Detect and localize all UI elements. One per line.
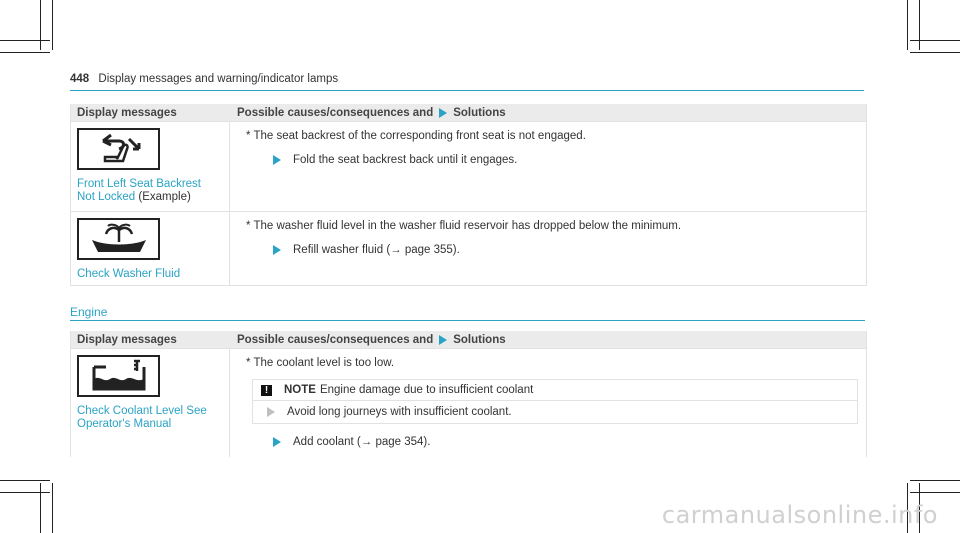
solution-text: Add coolant (→ page 354). (293, 436, 431, 448)
causes-cell (230, 349, 866, 457)
message-text-line1: Front Left Seat Backrest (77, 178, 202, 190)
col-causes-solutions (225, 107, 866, 119)
display-messages-table (70, 104, 867, 286)
note-title: NOTE (284, 384, 316, 396)
solution-arrow-icon (273, 437, 281, 447)
display-cell (71, 212, 230, 285)
crop-mark (52, 483, 53, 533)
cause-text: * The coolant level is too low. (246, 357, 395, 369)
cause-text: * The seat backrest of the corresponding front seat is not engaged. (246, 130, 586, 142)
solution-arrow-icon (439, 108, 447, 118)
watermark: carmanualsonline.info (661, 501, 938, 529)
crop-mark (910, 40, 960, 41)
coolant-level-icon (77, 355, 160, 397)
message-text-line1: Check Washer Fluid (77, 268, 181, 280)
seat-backrest-icon (77, 128, 160, 170)
crop-mark (52, 0, 53, 50)
table-row (71, 348, 866, 457)
col-causes-solutions (225, 334, 866, 346)
col-display-messages: Display messages (77, 106, 177, 119)
solution-text: Refill washer fluid (→ page 355). (293, 244, 460, 256)
solution-step (273, 436, 866, 448)
crop-mark (40, 483, 41, 533)
table-header (71, 331, 866, 348)
table-header (71, 104, 866, 121)
solution-arrow-icon (273, 245, 281, 255)
display-cell (71, 349, 230, 457)
page-title: Display messages and warning/indicator lamps (98, 73, 339, 85)
col-display-messages: Display messages (77, 333, 177, 346)
engine-messages-table (70, 331, 867, 457)
col-solutions-label: Solutions (453, 333, 506, 346)
display-message-label (77, 178, 229, 204)
col-solutions-label: Solutions (453, 106, 506, 119)
section-divider (70, 320, 865, 321)
note-solution-text: Avoid long journeys with insufficient coolant. (287, 406, 512, 418)
table-row (71, 211, 866, 285)
crop-mark (0, 40, 50, 41)
crop-mark (910, 480, 960, 481)
crop-mark (0, 480, 50, 481)
causes-cell (230, 212, 866, 285)
crop-mark (910, 52, 960, 53)
display-message-label (77, 268, 229, 281)
crop-mark (910, 492, 960, 493)
solution-text: Fold the seat backrest back until it engages. (293, 154, 518, 166)
page-number: 448 (70, 73, 90, 85)
example-note: (Example) (138, 191, 191, 203)
display-message-label (77, 405, 229, 431)
page-header (70, 73, 338, 85)
cause-text: * The washer fluid level in the washer fluid reservoir has dropped below the minimum. (246, 220, 682, 232)
message-text-line1: Check Coolant Level See (77, 405, 207, 417)
display-cell (71, 122, 230, 211)
table-row (71, 121, 866, 211)
crop-mark (907, 0, 908, 50)
crop-mark (0, 492, 50, 493)
note-header (253, 380, 857, 400)
solution-arrow-icon (439, 335, 447, 345)
section-title: Engine (70, 305, 108, 319)
message-text-line2: Operator's Manual (77, 418, 172, 430)
crop-mark (919, 0, 920, 50)
warning-icon: ! (261, 385, 272, 396)
crop-mark (40, 0, 41, 50)
note-body (253, 400, 857, 423)
note-text: Engine damage due to insufficient coolant (319, 384, 534, 396)
solution-arrow-icon (267, 407, 275, 417)
message-text-line2: Not Locked (77, 191, 136, 203)
col-causes-label: Possible causes/consequences and (237, 333, 434, 346)
solution-arrow-icon (273, 155, 281, 165)
solution-step (273, 154, 866, 166)
washer-fluid-icon (77, 218, 160, 260)
crop-mark (0, 52, 50, 53)
col-causes-label: Possible causes/consequences and (237, 106, 434, 119)
header-divider (70, 90, 864, 91)
causes-cell (230, 122, 866, 211)
note-box (252, 379, 858, 424)
solution-step (273, 244, 866, 256)
